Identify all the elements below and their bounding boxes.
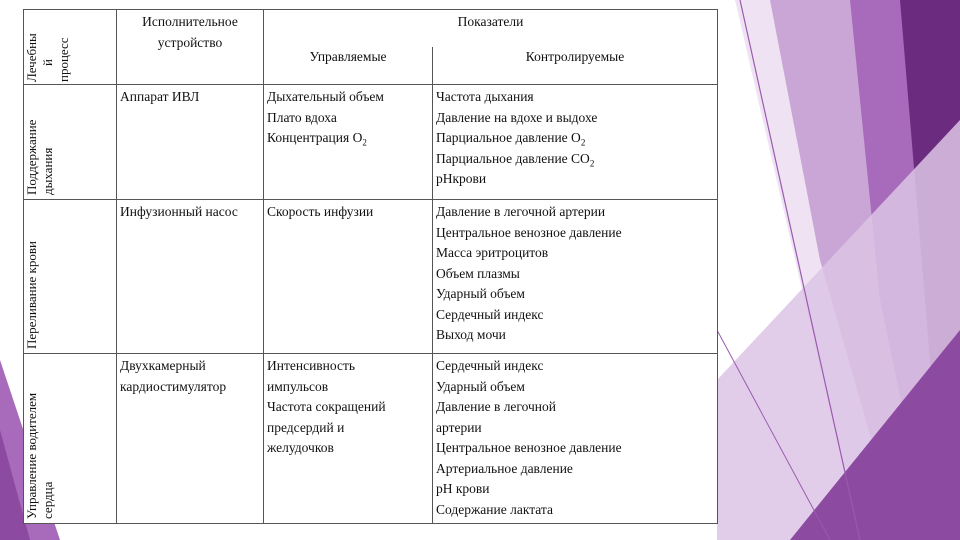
monitored-line: Ударный объем [436,378,525,394]
side-line: Переливание крови [24,241,39,349]
subscript: 2 [580,137,586,148]
device-cell [117,200,264,354]
subscript: 2 [589,158,595,169]
header-monitored [433,47,718,85]
monitored-cell [433,354,718,524]
header-controlled [264,47,433,85]
table-row [24,200,718,354]
controlled-text: Концентрация O [267,130,363,145]
row-side-cell [24,354,117,524]
header-indicators [264,10,718,47]
row-side-cell [24,200,117,354]
device-line: Инфузионный насос [120,204,238,219]
corner-cell [24,10,117,85]
controlled-line: Плато вдоха [267,109,337,125]
side-line: сердца [40,481,55,519]
monitored-line: артерии [436,419,482,435]
header-monitored-label: Контролируемые [525,48,625,64]
monitored-line: Содержание лактата [436,501,553,517]
monitored-line: Давление в легочной артерии [436,204,606,219]
monitored-line: Сердечный индекс [436,306,544,322]
monitored-text: Парциальное давление CO [436,150,590,166]
controlled-cell [264,354,433,524]
row-side-label [24,241,40,349]
header-indicators-label: Показатели [457,14,524,29]
monitored-line [436,149,717,170]
controlled-line: Дыхательный объем [267,89,384,104]
monitored-line: Сердечный индекс [436,358,544,373]
controlled-line: импульсов [267,378,329,394]
monitored-line: Ударный объем [436,286,525,301]
subscript: 2 [362,137,367,148]
monitored-cell [433,200,718,354]
monitored-line: Объем плазмы [436,265,520,281]
controlled-line: Частота сокращений [267,399,386,414]
corner-label-line: Лечебны [24,33,39,82]
corner-label-line: процесс [56,37,71,82]
monitored-line: Давление на вдохе и выдохе [436,109,598,125]
controlled-line: Скорость инфузии [267,204,374,219]
monitored-line [436,128,717,149]
monitored-line: Артериальное давление [436,460,573,476]
row-side-label [24,393,56,519]
side-line: Управление водителем [24,392,39,519]
controlled-cell [264,85,433,200]
monitored-line: pHкрови [436,171,487,186]
controlled-line: желудочков [267,440,334,455]
controlled-line: предсердий и [267,419,345,435]
monitored-line: Масса эритроцитов [436,245,549,260]
device-line: кардиостимулятор [120,378,227,394]
indicators-table [23,9,718,524]
controlled-line [267,128,432,149]
controlled-cell [264,200,433,354]
header-device-line: устройство [157,34,223,50]
monitored-line: pH крови [436,481,490,496]
side-line: дыхания [40,147,55,195]
table-row [24,85,718,200]
header-controlled-label: Управляемые [309,48,387,64]
corner-label [24,33,72,82]
monitored-line: Частота дыхания [436,89,534,104]
monitored-line: Давление в легочной [436,399,557,414]
monitored-line: Выход мочи [436,327,506,342]
monitored-cell [433,85,718,200]
table-row [24,354,718,524]
monitored-line: Центральное венозное давление [436,440,622,455]
device-cell [117,85,264,200]
header-device-line: Исполнительное [142,14,238,29]
monitored-text: Парциальное давление O [436,130,581,145]
row-side-cell [24,85,117,200]
corner-label-line: й [40,59,55,66]
device-line: Аппарат ИВЛ [120,89,200,104]
header-device [117,10,264,85]
row-side-label [24,120,56,195]
header-row [24,10,718,47]
indicators-table-container [23,9,717,524]
device-line: Двухкамерный [120,358,206,373]
controlled-line: Интенсивность [267,358,356,373]
side-line: Поддержание [24,119,39,195]
device-cell [117,354,264,524]
monitored-line: Центральное венозное давление [436,224,622,240]
